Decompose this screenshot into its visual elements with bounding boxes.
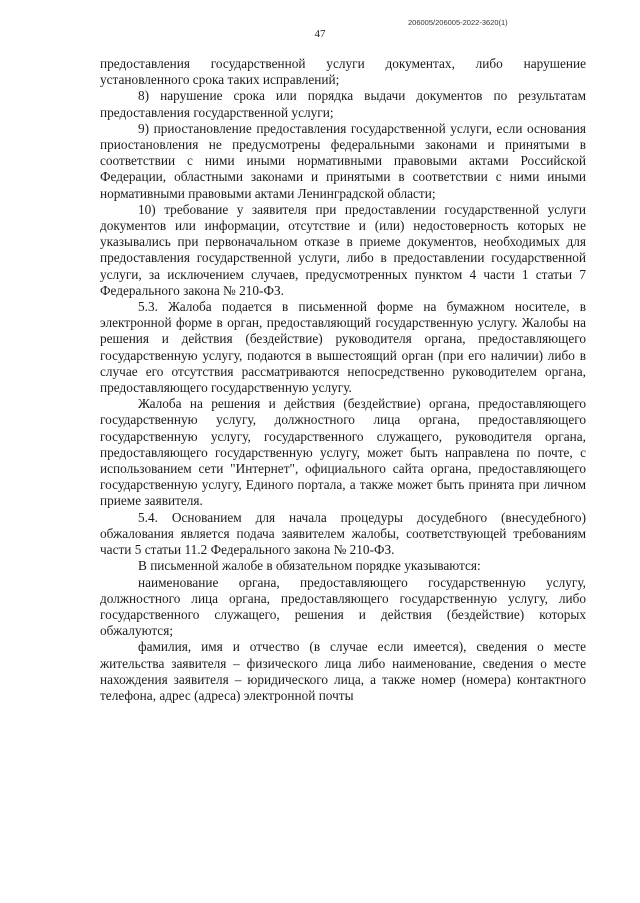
paragraph-organ-name: наименование органа, предоставляющего государственную услугу, должностного лица органа, предоставляющего государственную услугу, либо государственного служащего, решения и действия (бездействие) которых обжалуются;	[100, 574, 586, 639]
paragraph-complaint-channels: Жалоба на решения и действия (бездействие) органа, предоставляющего государственную услугу, должностного лица органа, предоставляющего государственную услугу, государственного служащего, руководителя органа, предоставляющего государственную услугу, может быть направлена по почте, с использованием сети "Интернет", официального сайта органа, предоставляющего государственную услугу, Единого портала, а также может быть принята при личном приеме заявителя.	[100, 396, 586, 509]
page-number: 47	[314, 28, 326, 40]
paragraph-5-3: 5.3. Жалоба подается в письменной форме на бумажном носителе, в электронной форме в орган, предоставляющий государственную услугу. Жалобы на решения и действия (бездействие) руководителя органа, предоставляющего государственную услугу, подаются в вышестоящий орган (при его наличии) либо в случае его отсутствия рассматриваются непосредственно руководителем органа, предоставляющего государственную услугу.	[100, 299, 586, 396]
paragraph-applicant-details: фамилия, имя и отчество (в случае если имеется), сведения о месте жительства заявителя – физического лица либо наименование, сведения о месте нахождения заявителя – юридического лица, а также номер (номера) контактного телефона, адрес (адреса) электронной почты	[100, 639, 586, 703]
document-id: 206005/206005-2022-3620(1)	[408, 18, 508, 27]
document-body	[100, 56, 586, 704]
paragraph-continuation: предоставления государственной услуги документах, либо нарушение установленного срока таких исправлений;	[100, 56, 586, 88]
paragraph-item-8: 8) нарушение срока или порядка выдачи документов по результатам предоставления государственной услуги;	[100, 88, 586, 120]
paragraph-5-4: 5.4. Основанием для начала процедуры досудебного (внесудебного) обжалования является подача заявителем жалобы, соответствующей требованиям части 5 статьи 11.2 Федерального закона № 210-ФЗ.	[100, 509, 586, 558]
paragraph-item-9: 9) приостановление предоставления государственной услуги, если основания приостановления не предусмотрены федеральными законами и принятыми в соответствии с ними иными нормативными правовыми актами Российской Федерации, областными законами и принятыми в соответствии с ними иными нормативными правовыми актами Ленинградской области;	[100, 120, 586, 201]
paragraph-item-10: 10) требование у заявителя при предоставлении государственной услуги документов или информации, отсутствие и (или) недостоверность которых не указывались при первоначальном отказе в приеме документов, необходимых для предоставления государственной услуги, либо в предоставлении государственной услуги, за исключением случаев, предусмотренных пунктом 4 части 1 статьи 7 Федерального закона № 210-ФЗ.	[100, 201, 586, 298]
paragraph-required-fields-intro: В письменной жалобе в обязательном порядке указываются:	[138, 558, 481, 574]
